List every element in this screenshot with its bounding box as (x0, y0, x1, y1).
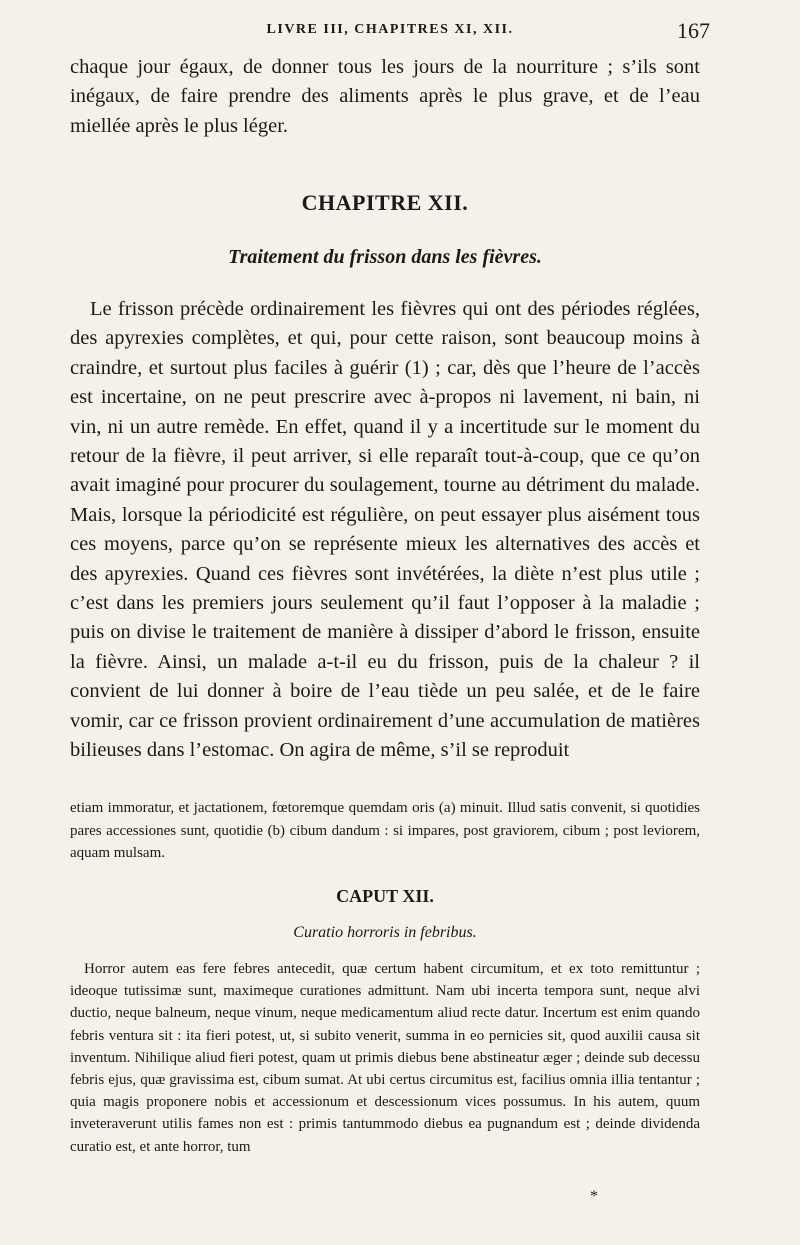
latin-continuation-paragraph (70, 797, 700, 865)
french-chapter-subtitle: Traitement du frisson dans les fièvres. (228, 246, 542, 268)
french-continuation-paragraph (70, 53, 700, 141)
french-top-text: chaque jour égaux, de donner tous les jours de la nourriture ; s’ils sont inégaux, de faire prendre des aliments après le plus grave, et de l’eau miellée après le plus léger. (70, 56, 700, 137)
latin-main-text: Horror autem eas fere febres antecedit, quæ certum habent circumitum, et ex toto remittuntur ; ideoque tutissimæ sunt, maximeque curationes admittunt. Nam ubi incerta tempora sunt, neque alvi ductio, neque balneum, neque vinum, neque medicamentum aliud recte datur. Incertum est enim quando febris ventura sit : ita fieri potest, ut, si subito venerit, summa in eo pernicies sit, quod auxilii causa sit inventum. Nihilique aliud fieri potest, quam ut primis diebus bene abstineatur æger ; deinde sub decessu febris ejus, quæ gravissima est, cibum sumat. At ubi certus circumitus est, facilius omnia illia tentantur ; quia magis proponere nobis et accessionum et descessionum vices possumus. In his autem, quum inveteraverunt utilis fames non est : primis tantummodo diebus ea pugnandum est ; deinde dividenda curatio est, et ante horror, tum (70, 961, 700, 1155)
latin-chapter-title: CAPUT XII. (336, 886, 434, 906)
latin-top-text: etiam immoratur, et jactationem, fœtoremque quemdam oris (a) minuit. Illud satis convenit, si quotidies pares accessiones sunt, quotidie (b) cibum dandum : si impares, post graviorem, cibum ; post leviorem, aquam mulsam. (70, 800, 700, 861)
signature-mark: * (590, 1188, 598, 1205)
french-main-text: Le frisson précède ordinairement les fièvres qui ont des périodes réglées, des apyrexies complètes, et qui, pour cette raison, sont beaucoup moins à craindre, et surtout plus faciles à guérir (1) ; car, dès que l’heure de l’accès est incertaine, on ne peut prescrire avec à-propos ni lavement, ni bain, ni vin, ni un autre remède. En effet, quand il y a incertitude sur le moment du retour de la fièvre, il peut arriver, si elle reparaît tout-à-coup, que ce qu’on avait imaginé pour procurer du soulagement, tourne au détriment du malade. Mais, lorsque la périodicité est régulière, on peut essayer plus aisément tous ces moyens, parce qu’on se représente mieux les alternatives des accès et des apyrexies. Quand ces fièvres sont invétérées, la diète n’est plus utile ; c’est dans les premiers jours seulement qu’il faut l’opposer à la maladie ; puis on divise le traitement de manière à dissiper d’abord le frisson, ensuite la fièvre. Ainsi, un malade a-t-il eu du frisson, puis de la chaleur ? il convient de lui donner à boire de l’eau tiède un peu salée, et de le faire vomir, car ce frisson provient ordinairement d’une accumulation de matières bilieuses dans l’estomac. On agira de même, s’il se reproduit (70, 298, 700, 762)
latin-main-paragraph (70, 958, 700, 1158)
latin-chapter-subtitle: Curatio horroris in febribus. (293, 924, 477, 941)
french-main-paragraph (70, 295, 700, 766)
page-header (70, 18, 710, 46)
running-head: LIVRE III, CHAPITRES XI, XII. (266, 22, 514, 37)
french-chapter-title: CHAPITRE XII. (301, 190, 469, 215)
page-number: 167 (677, 18, 710, 43)
